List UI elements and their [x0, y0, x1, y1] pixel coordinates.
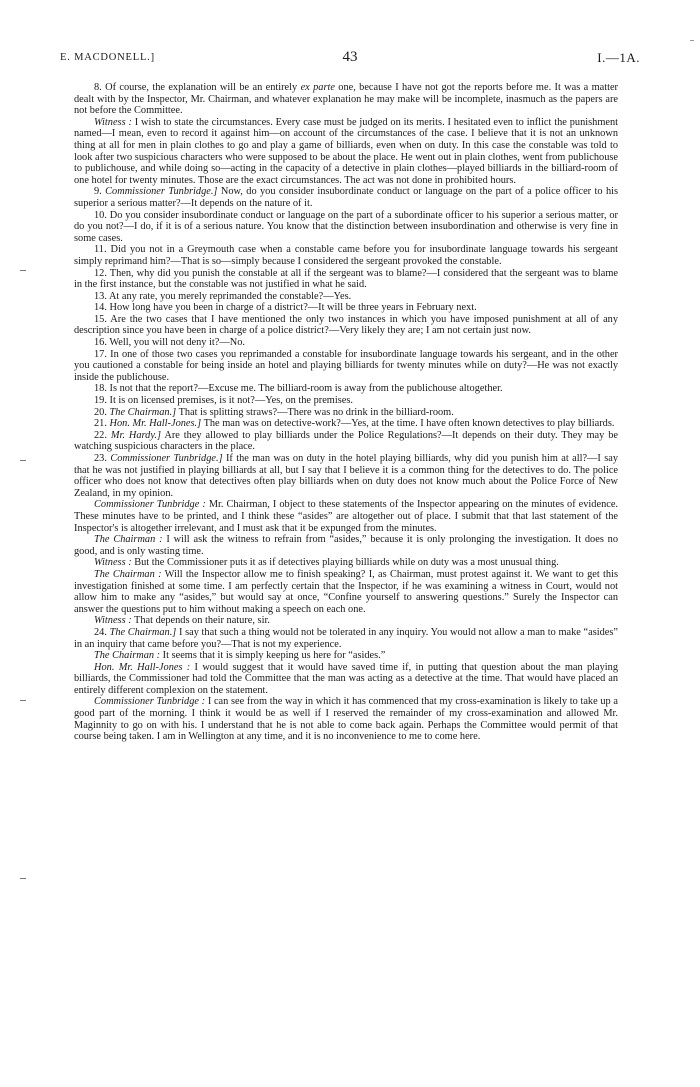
- paragraph: [74, 117, 618, 187]
- paragraph-text: I will ask the witness to refrain from “asides,” because it is only prolonging the investigation. It does no good, and is only wasting time.: [74, 534, 618, 557]
- paragraph: [74, 499, 618, 534]
- paragraph: [74, 650, 618, 662]
- speaker-label: 24. The Chairman.]: [94, 626, 177, 638]
- paragraph-text: I would suggest that it would have saved time if, in putting that question about the man playing billiards, the Commissioner had told the Committee that the man was acting as a detective at the time. That would have placed an entirely different complexion on the statement.: [74, 661, 619, 696]
- speaker-label: The Chairman :: [94, 568, 162, 580]
- margin-mark: [20, 700, 26, 701]
- speaker-label: Commissioner Tunbridge :: [94, 499, 206, 511]
- paragraph-text: 12. Then, why did you punish the constable at all if the sergeant was to blame?—I considered that the sergeant was to blame in the first instance, but the constable was not justified in what he said.: [74, 267, 618, 291]
- paragraph-text: 16. Well, you will not deny it?—No.: [94, 337, 245, 349]
- paragraph: [74, 244, 618, 267]
- document-body: [74, 82, 618, 743]
- margin-mark: [690, 40, 694, 41]
- margin-mark: [20, 460, 26, 461]
- paragraph-text: But the Commissioner puts it as if detectives playing billiards while on duty was a most unusual thing.: [131, 557, 559, 569]
- paragraph-text: 18. Is not that the report?—Excuse me. The billiard-room is away from the publichouse altogether.: [94, 383, 503, 395]
- speaker-label: Witness :: [94, 116, 132, 128]
- paragraph-text: 10. Do you consider insubordinate conduct or language on the part of a subordinate officer to his superior a serious matter, or do you not?—I do, if it is of a serious nature. You know that the distinction between insubordination and otherwise is very fine in some cases.: [74, 209, 618, 244]
- paragraph-text: I can see from the way in which it has commenced that my cross-examination is likely to take up a good part of the morning. I think it would be as well if I reserved the remainder of my cross-examination and allowed Mr. Maginnity to go on with his. I understand that he is not able to come back again. Perhaps the Committee would permit of that course being taken. I am in Wellington at any time, and it is no inconvenience to me to come here.: [74, 696, 618, 743]
- paragraph: [74, 627, 618, 650]
- paragraph: [74, 453, 618, 499]
- paragraph: [74, 82, 618, 117]
- speaker-label: The Chairman :: [94, 534, 163, 546]
- paragraph: [74, 557, 618, 569]
- paragraph-text: 13. At any rate, you merely reprimanded the constable?—Yes.: [94, 290, 352, 302]
- speaker-label: Hon. Mr. Hall-Jones :: [94, 661, 191, 673]
- paragraph-text: It seems that it is simply keeping us here for “asides.”: [160, 650, 386, 662]
- speaker-label: 21. Hon. Mr. Hall-Jones.]: [94, 418, 202, 430]
- margin-mark: [20, 270, 26, 271]
- paragraph: [74, 349, 618, 384]
- paragraph-text: Mr. Chairman, I object to these statements of the Inspector appearing on the minutes of evidence. These minutes have to be printed, and I think these “asides” are altogether out of place. I submit that that last statement of the Inspector's is altogether irrelevant, and I must ask that it be expunged from the minutes.: [74, 499, 619, 534]
- header-reference: I.—1A.: [597, 50, 640, 65]
- speaker-label: 23. Commissioner Tunbridge.]: [94, 453, 223, 464]
- paragraph-text: That depends on their nature, sir.: [131, 615, 270, 627]
- paragraph-text: I say that such a thing would not be tolerated in any inquiry. You would not allow a man to make “asides” in an inquiry that came before you?—That is not my experience.: [74, 626, 618, 650]
- paragraph: [74, 662, 618, 697]
- paragraph: [74, 314, 618, 337]
- speaker-label: Commissioner Tunbridge :: [94, 696, 206, 708]
- paragraph: [74, 291, 618, 303]
- running-header: [60, 50, 640, 72]
- paragraph: [74, 569, 618, 615]
- paragraph-text: That is splitting straws?—There was no drink in the billiard-room.: [176, 406, 454, 418]
- speaker-label: 20. The Chairman.]: [94, 406, 177, 418]
- paragraph: [74, 430, 618, 453]
- paragraph: [74, 268, 618, 291]
- speaker-label: The Chairman :: [94, 650, 161, 662]
- margin-mark: [20, 878, 26, 879]
- paragraph-text: 17. In one of those two cases you reprimanded a constable for insubordinate language towards his sergeant, and in the other you cautioned a constable for being inside an hotel and playing billiards for twenty minutes while on duty?—He was not exactly inside the publichouse.: [74, 348, 618, 383]
- speaker-label: Witness :: [94, 615, 132, 627]
- paragraph: [74, 534, 618, 557]
- paragraph: [74, 696, 618, 742]
- paragraph-text: 11. Did you not in a Greymouth case when a constable came before you for insubordinate language towards his sergeant simply reprimand him?—That is so—simply because I considered the sergeant provoked the constable.: [74, 244, 618, 267]
- paragraph: [74, 302, 618, 314]
- paragraph-text: 15. Are the two cases that I have mentioned the only two instances in which you have imposed punishment at all of any description since you have been in charge of a police district?—Very likely they are; I am not certain just now.: [74, 313, 618, 337]
- speaker-label: 22. Mr. Hardy.]: [94, 429, 161, 441]
- paragraph: [74, 418, 618, 430]
- paragraph: [74, 210, 618, 245]
- paragraph-text: Now, do you consider insubordinate conduct or language on the part of a police officer to his superior a serious matter?—It depends on the nature of it.: [74, 186, 619, 209]
- paragraph-text: I wish to state the circumstances. Every case must be judged on its merits. I hesitated even to inflict the punishment named—I mean, even to record it against him—on account of the circumstances of the case. I believe that it is not an unknown thing at all for men in plain clothes to go and play a game of billiards, even when on duty. In this case the constable was told to look after two suspicious characters who were supposed to be about the place. He went out in plain clothes, went from publichouse to publichouse, and while doing so—acting in the capacity of a detective in plain clothes—played billiards in the billiard-room of one hotel for twenty minutes. Those are the exact circumstances. The act was not done in prohibited hours.: [74, 116, 618, 186]
- header-author: E. MACDONELL.]: [60, 52, 155, 63]
- speaker-label: Witness :: [94, 557, 132, 569]
- paragraph: [74, 407, 618, 419]
- paragraph-text: The man was on detective-work?—Yes, at the time. I have often known detectives to play billiards.: [201, 418, 615, 430]
- paragraph-text: 14. How long have you been in charge of a district?—It will be three years in February next.: [94, 302, 477, 314]
- paragraph: [74, 337, 618, 349]
- paragraph: [74, 615, 618, 627]
- paragraph-text: Are they allowed to play billiards under the Police Regulations?—It depends on their duty. They may be watching suspicious characters in the place.: [74, 429, 618, 453]
- page-number: 43: [342, 49, 358, 65]
- paragraph-text: 19. It is on licensed premises, is it not?—Yes, on the premises.: [94, 395, 353, 407]
- paragraph-text: Will the Inspector allow me to finish speaking? I, as Chairman, must protest against it. We want to get this investigation finished at some time. I am perfectly certain that the Inspector, if he was examining a witness in Court, would not allow him to make any “asides,” but would say at once, “Confine yourself to answering questions.” Surely the Inspector can answer the questions put to him without making a speech on each one.: [74, 568, 618, 615]
- paragraph-text: 8. Of course, the explanation will be an entirely ex parte one, because I have not got the reports before me. It was a matter dealt with by the Inspector, Mr. Chairman, and whatever explanation he may make will be incomplete, inasmuch as the papers are not before the Committee.: [74, 82, 618, 117]
- speaker-label: 9. Commissioner Tunbridge.]: [94, 186, 218, 198]
- paragraph: [74, 383, 618, 395]
- paragraph-text: If the man was on duty in the hotel playing billiards, why did you punish him at all?—I say that he was not justified in playing billiards at all, but I say that I believe it is a common thing for the detectives to do. The police officer who does not know that detectives often play billiards when on duty does not know much about the Police Force of New Zealand, in my opinion.: [74, 453, 618, 499]
- paragraph: [74, 186, 618, 209]
- paragraph: [74, 395, 618, 407]
